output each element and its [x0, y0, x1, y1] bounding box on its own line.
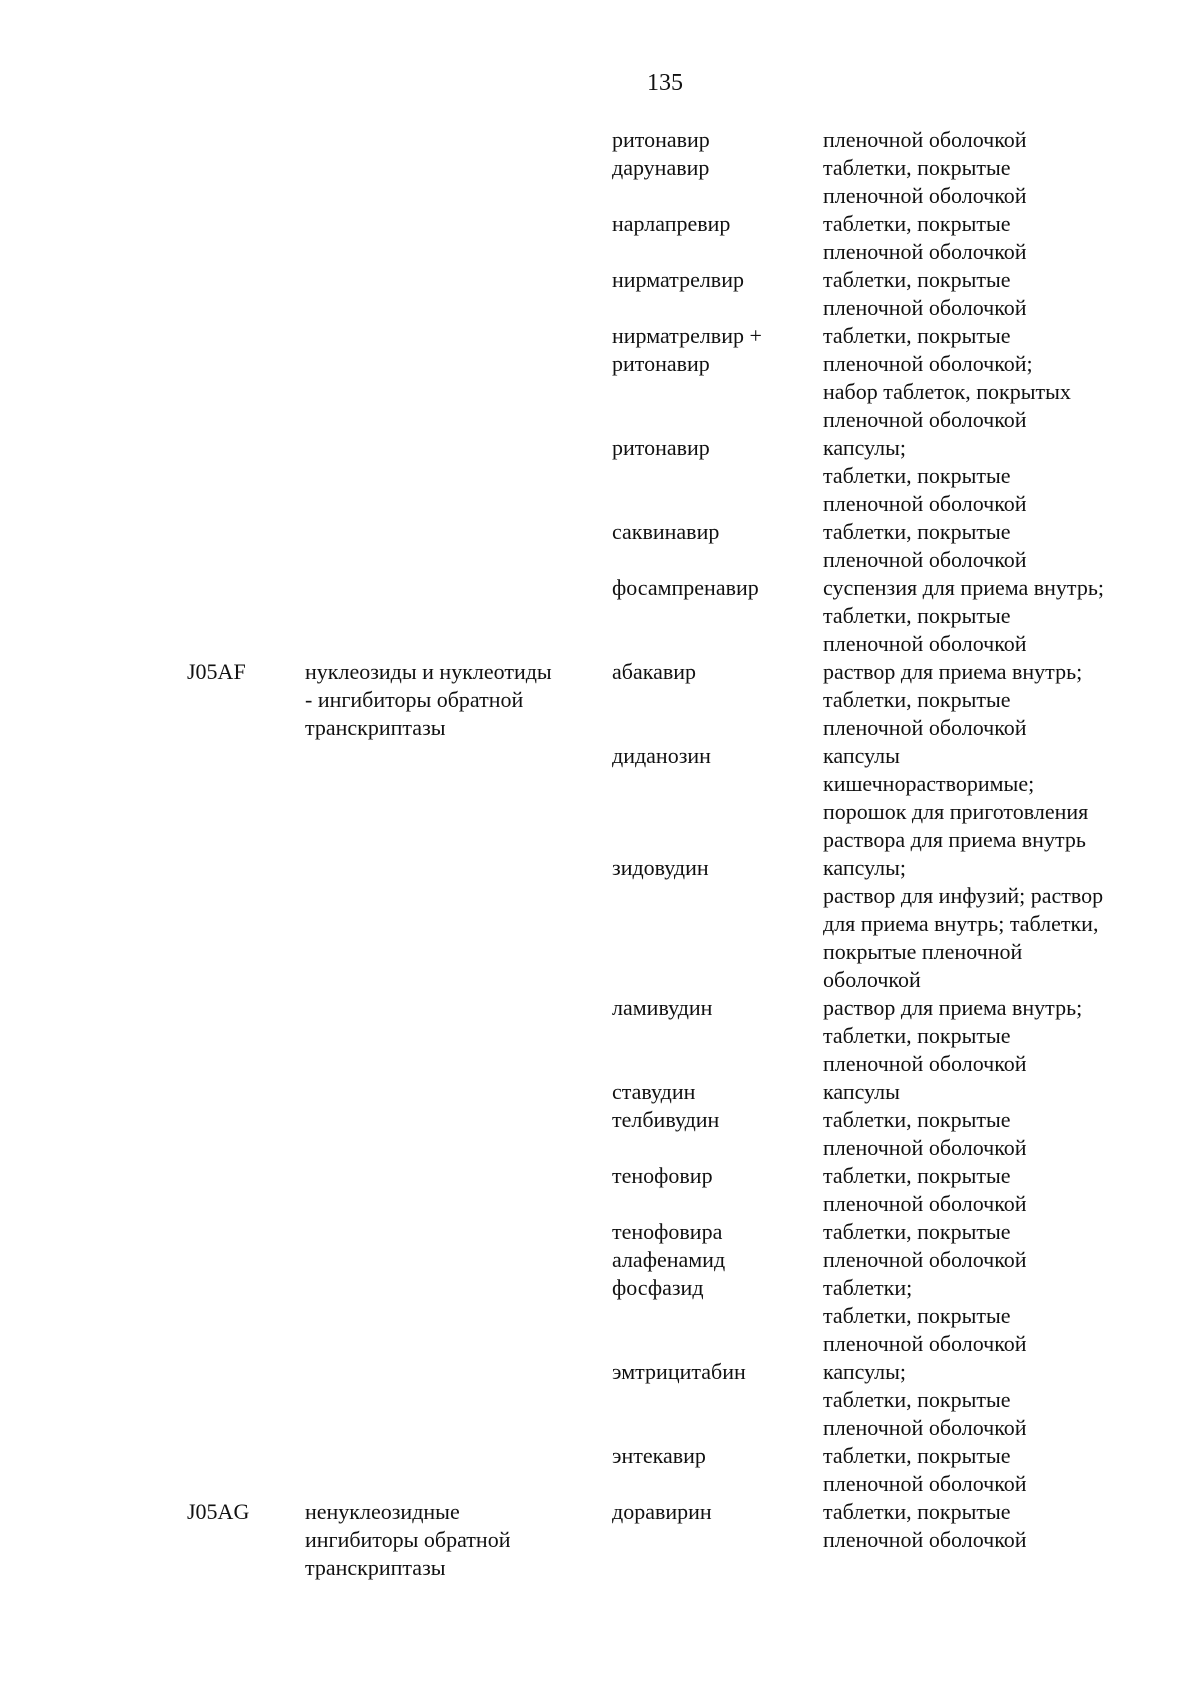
dosage-form [823, 1218, 1027, 1274]
drug-name-line: доравирин [612, 1499, 712, 1524]
dosage-form [823, 1442, 1027, 1498]
drug-name [612, 1162, 713, 1190]
page-number: 135 [647, 70, 683, 96]
dosage-form-line: пленочной оболочкой [823, 183, 1027, 208]
dosage-form [823, 1274, 1027, 1358]
drug-name-line: тенофовир [612, 1163, 713, 1188]
drug-name-line: диданозин [612, 743, 711, 768]
dosage-form-line: пленочной оболочкой [823, 127, 1027, 152]
drug-name [612, 658, 696, 686]
drug-name-line: зидовудин [612, 855, 709, 880]
dosage-form-line: таблетки, покрытые [823, 1107, 1011, 1132]
dosage-form-line: пленочной оболочкой [823, 715, 1027, 740]
drug-name [612, 994, 712, 1022]
drug-name-line: эмтрицитабин [612, 1359, 746, 1384]
dosage-form-line: капсулы [823, 1079, 900, 1104]
dosage-form [823, 658, 1082, 742]
dosage-form-line: таблетки; [823, 1275, 913, 1300]
drug-name [612, 434, 710, 462]
dosage-form-line: пленочной оболочкой [823, 295, 1027, 320]
drug-name [612, 1358, 746, 1386]
dosage-form-line: таблетки, покрытые [823, 603, 1011, 628]
pharmacological-group-line: ненуклеозидные [305, 1499, 460, 1524]
dosage-form-line: таблетки, покрытые [823, 1387, 1011, 1412]
dosage-form-line: таблетки, покрытые [823, 1499, 1011, 1524]
drug-name [612, 154, 709, 182]
drug-name-line: ритонавир [612, 435, 710, 460]
dosage-form-line: таблетки, покрытые [823, 1443, 1011, 1468]
dosage-form [823, 126, 1027, 154]
drug-name-line: дарунавир [612, 155, 710, 180]
drug-name-line: тенофовира [612, 1219, 723, 1244]
dosage-form-line: кишечнорастворимые; [823, 771, 1035, 796]
dosage-form-line: оболочкой [823, 967, 921, 992]
drug-name [612, 1498, 712, 1526]
drug-name [612, 854, 709, 882]
dosage-form-line: таблетки, покрытые [823, 1219, 1011, 1244]
dosage-form-line: таблетки, покрытые [823, 155, 1011, 180]
dosage-form [823, 854, 1103, 994]
dosage-form-line: раствора для приема внутрь [823, 827, 1086, 852]
dosage-form-line: пленочной оболочкой [823, 1527, 1027, 1552]
drug-name [612, 518, 719, 546]
dosage-form-line: пленочной оболочкой [823, 1135, 1027, 1160]
dosage-form-line: таблетки, покрытые [823, 211, 1011, 236]
dosage-form [823, 1106, 1027, 1162]
dosage-form-line: пленочной оболочкой [823, 1191, 1027, 1216]
dosage-form-line: таблетки, покрытые [823, 687, 1011, 712]
pharmacological-group-line: нуклеозиды и нуклеотиды [305, 659, 552, 684]
drug-name [612, 742, 711, 770]
drug-name [612, 1078, 695, 1106]
dosage-form [823, 1078, 900, 1106]
drug-name-line: нарлапревир [612, 211, 731, 236]
dosage-form [823, 154, 1027, 210]
pharmacological-group [305, 658, 552, 742]
drug-name [612, 574, 759, 602]
drug-name [612, 1218, 725, 1274]
dosage-form-line: раствор для приема внутрь; [823, 659, 1083, 684]
drug-name-line: ставудин [612, 1079, 696, 1104]
dosage-form-line: пленочной оболочкой [823, 407, 1027, 432]
dosage-form-line: пленочной оболочкой [823, 1331, 1027, 1356]
drug-name-line: энтекавир [612, 1443, 706, 1468]
dosage-form [823, 742, 1088, 854]
dosage-form-line: покрытые пленочной [823, 939, 1023, 964]
dosage-form-line: таблетки, покрытые [823, 1023, 1011, 1048]
dosage-form [823, 574, 1104, 658]
dosage-form-line: пленочной оболочкой [823, 1051, 1027, 1076]
dosage-form-line: таблетки, покрытые [823, 1303, 1011, 1328]
dosage-form-line: пленочной оболочкой; [823, 351, 1033, 376]
dosage-form [823, 1358, 1027, 1442]
dosage-form-line: для приема внутрь; таблетки, [823, 911, 1099, 936]
atc-code [187, 1498, 249, 1526]
pharmacological-group-line: ингибиторы обратной [305, 1527, 511, 1552]
dosage-form-line: таблетки, покрытые [823, 323, 1011, 348]
dosage-form-line: капсулы; [823, 435, 906, 460]
drug-name [612, 210, 730, 238]
dosage-form-line: капсулы; [823, 1359, 906, 1384]
dosage-form-line: набор таблеток, покрытых [823, 379, 1071, 404]
pharmacological-group-line: транскриптазы [305, 1555, 446, 1580]
drug-name [612, 1274, 704, 1302]
drug-name-line: нирматрелвир [612, 267, 744, 292]
dosage-form-line: раствор для инфузий; раствор [823, 883, 1104, 908]
drug-name [612, 1106, 719, 1134]
dosage-form-line: таблетки, покрытые [823, 519, 1011, 544]
dosage-form-line: капсулы; [823, 855, 906, 880]
drug-name-line: нирматрелвир + [612, 323, 762, 348]
dosage-form [823, 1498, 1027, 1554]
dosage-form-line: пленочной оболочкой [823, 1415, 1027, 1440]
drug-name [612, 322, 762, 378]
dosage-form-line: пленочной оболочкой [823, 491, 1027, 516]
dosage-form-line: таблетки, покрытые [823, 463, 1011, 488]
dosage-form [823, 994, 1082, 1078]
atc-code-line: J05AG [187, 1499, 250, 1524]
drug-name-line: ритонавир [612, 127, 710, 152]
dosage-form-line: капсулы [823, 743, 900, 768]
pharmacological-group-line: - ингибиторы обратной [305, 687, 524, 712]
drug-name-line: телбивудин [612, 1107, 720, 1132]
dosage-form-line: пленочной оболочкой [823, 1471, 1027, 1496]
dosage-form [823, 1162, 1027, 1218]
atc-code [187, 658, 246, 686]
drug-name [612, 266, 744, 294]
drug-name [612, 1442, 706, 1470]
drug-name-line: алафенамид [612, 1247, 726, 1272]
dosage-form [823, 518, 1027, 574]
drug-name-line: ламивудин [612, 995, 713, 1020]
drug-name-line: ритонавир [612, 351, 710, 376]
dosage-form-line: порошок для приготовления [823, 799, 1089, 824]
atc-code-line: J05AF [187, 659, 246, 684]
dosage-form [823, 266, 1027, 322]
dosage-form-line: таблетки, покрытые [823, 1163, 1011, 1188]
dosage-form-line: таблетки, покрытые [823, 267, 1011, 292]
pharmacological-group [305, 1498, 510, 1582]
dosage-form-line: раствор для приема внутрь; [823, 995, 1083, 1020]
drug-name-line: саквинавир [612, 519, 720, 544]
dosage-form [823, 210, 1027, 266]
dosage-form [823, 322, 1071, 434]
drug-name [612, 126, 710, 154]
dosage-form-line: пленочной оболочкой [823, 547, 1027, 572]
dosage-form-line: пленочной оболочкой [823, 631, 1027, 656]
drug-name-line: абакавир [612, 659, 697, 684]
drug-name-line: фосампренавир [612, 575, 759, 600]
drug-name-line: фосфазид [612, 1275, 704, 1300]
dosage-form [823, 434, 1027, 518]
pharmacological-group-line: транскриптазы [305, 715, 446, 740]
dosage-form-line: пленочной оболочкой [823, 239, 1027, 264]
dosage-form-line: пленочной оболочкой [823, 1247, 1027, 1272]
dosage-form-line: суспензия для приема внутрь; [823, 575, 1104, 600]
